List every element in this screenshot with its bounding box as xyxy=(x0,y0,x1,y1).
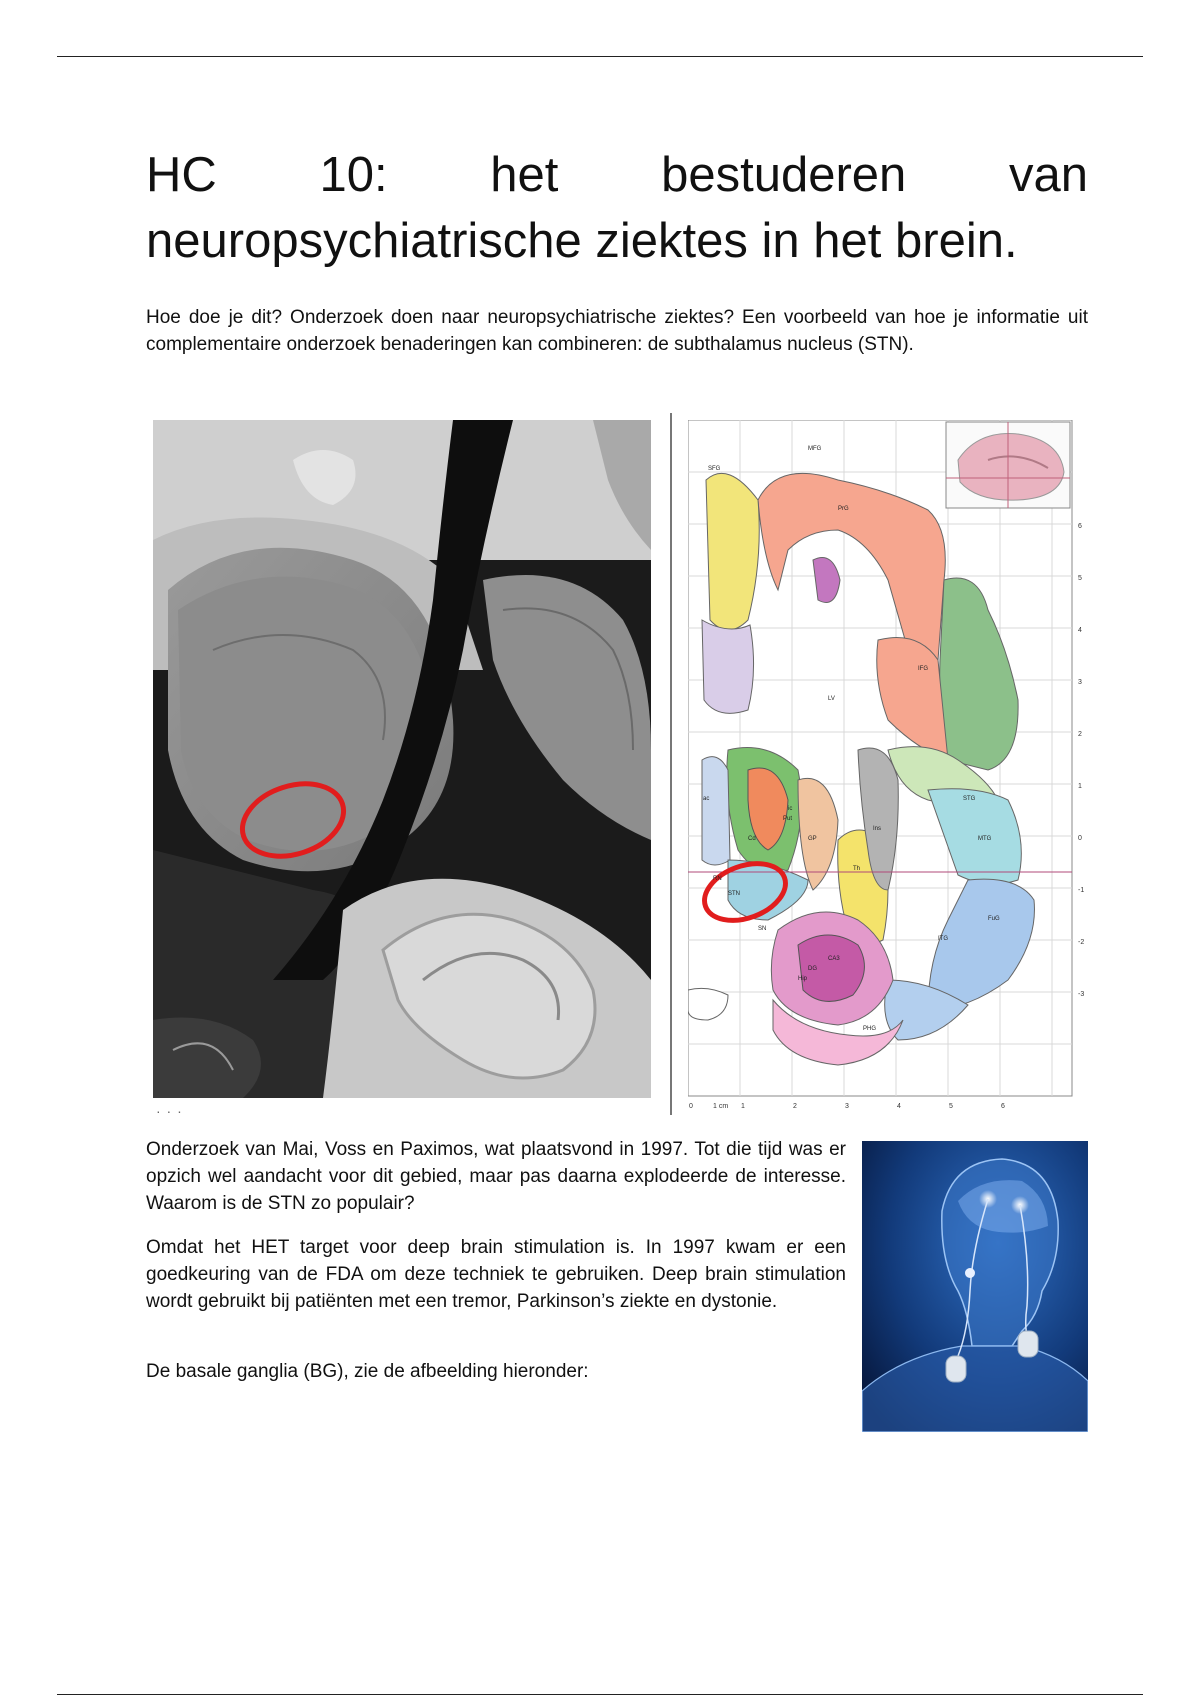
atlas-region-label: PHG xyxy=(863,1026,877,1032)
figure-caption-dots: · · · xyxy=(156,1103,183,1119)
atlas-x-tick: 5 xyxy=(949,1103,953,1110)
atlas-region-label: LV xyxy=(828,696,835,702)
atlas-x-tick: 6 xyxy=(1001,1103,1005,1110)
atlas-region-label: Ins xyxy=(873,826,882,832)
page-title: HC 10: het bestuderen van neuropsychiatrische ziektes in het brein. xyxy=(146,148,1088,268)
atlas-y-tick: -1 xyxy=(1078,887,1085,894)
atlas-y-tick: 4 xyxy=(1078,627,1082,634)
atlas-region-label: PrG xyxy=(838,506,849,512)
atlas-region-label: DG xyxy=(808,966,817,972)
atlas-region-label: ac xyxy=(703,796,710,802)
intro-paragraph: Hoe doe je dit? Onderzoek doen naar neuropsychiatrische ziektes? Een voorbeeld van hoe je informatie uit complementaire onderzoek benaderingen kan combineren: de subthalamus nucleus (STN). xyxy=(146,307,1088,355)
figure-divider xyxy=(670,413,672,1115)
atlas-y-tick: 1 xyxy=(1078,783,1082,790)
atlas-region-label: Th xyxy=(853,866,861,872)
atlas-region-label: FuG xyxy=(988,916,1000,922)
deep-brain-stimulation-illustration xyxy=(862,1141,1088,1432)
atlas-region-label: ITG xyxy=(938,936,948,942)
bottom-rule xyxy=(57,1694,1143,1695)
atlas-y-tick: 3 xyxy=(1078,679,1082,686)
atlas-region-label: Hip xyxy=(798,976,808,982)
atlas-region-label: SFG xyxy=(708,466,721,472)
atlas-region-label: Put xyxy=(783,816,793,822)
atlas-x-tick: 4 xyxy=(897,1103,901,1110)
atlas-x-tick: 3 xyxy=(845,1103,849,1110)
atlas-region-label: STG xyxy=(963,796,976,802)
atlas-x-tick: 0 xyxy=(689,1103,693,1110)
atlas-region-label: ic xyxy=(788,806,793,812)
atlas-plate-image xyxy=(688,420,1088,1110)
atlas-region-label: Cd xyxy=(748,836,756,842)
atlas-x-tick: 2 xyxy=(793,1103,797,1110)
top-rule xyxy=(57,56,1143,57)
atlas-y-tick: 6 xyxy=(1078,523,1082,530)
atlas-region-label: IFG xyxy=(918,666,928,672)
atlas-region-label: MTG xyxy=(978,836,992,842)
atlas-region-label: CA3 xyxy=(828,956,840,962)
atlas-y-tick: 2 xyxy=(1078,731,1082,738)
atlas-y-tick: -3 xyxy=(1078,991,1085,998)
paragraph-deep-brain-stimulation: Omdat het HET target voor deep brain stimulation is. In 1997 kwam er een goedkeuring van de FDA om deze techniek te gebruiken. Deep brain stimulation wordt gebruikt bij patiënten met een tremor, Parkinson’s ziekte en dystonie. xyxy=(146,1237,846,1312)
atlas-x-tick: 1 xyxy=(741,1103,745,1110)
histology-section-image xyxy=(153,420,651,1098)
atlas-y-tick: -2 xyxy=(1078,939,1085,946)
atlas-y-tick: 5 xyxy=(1078,575,1082,582)
atlas-region-label: STN xyxy=(728,891,740,897)
atlas-region-label: SN xyxy=(758,926,767,932)
atlas-region-label: RN xyxy=(713,876,722,882)
paragraph-mai-voss-paximos: Onderzoek van Mai, Voss en Paximos, wat plaatsvond in 1997. Tot die tijd was er opzich wel aandacht voor dit gebied, maar pas daarna explodeerde de interesse. Waarom is de STN zo populair? xyxy=(146,1139,846,1214)
atlas-y-tick: 0 xyxy=(1078,835,1082,842)
atlas-region-label: GP xyxy=(808,836,817,842)
atlas-region-label: MFG xyxy=(808,446,822,452)
paragraph-basal-ganglia: De basale ganglia (BG), zie de afbeelding hieronder: xyxy=(146,1361,589,1382)
atlas-x-tick: 1 cm xyxy=(713,1103,729,1110)
